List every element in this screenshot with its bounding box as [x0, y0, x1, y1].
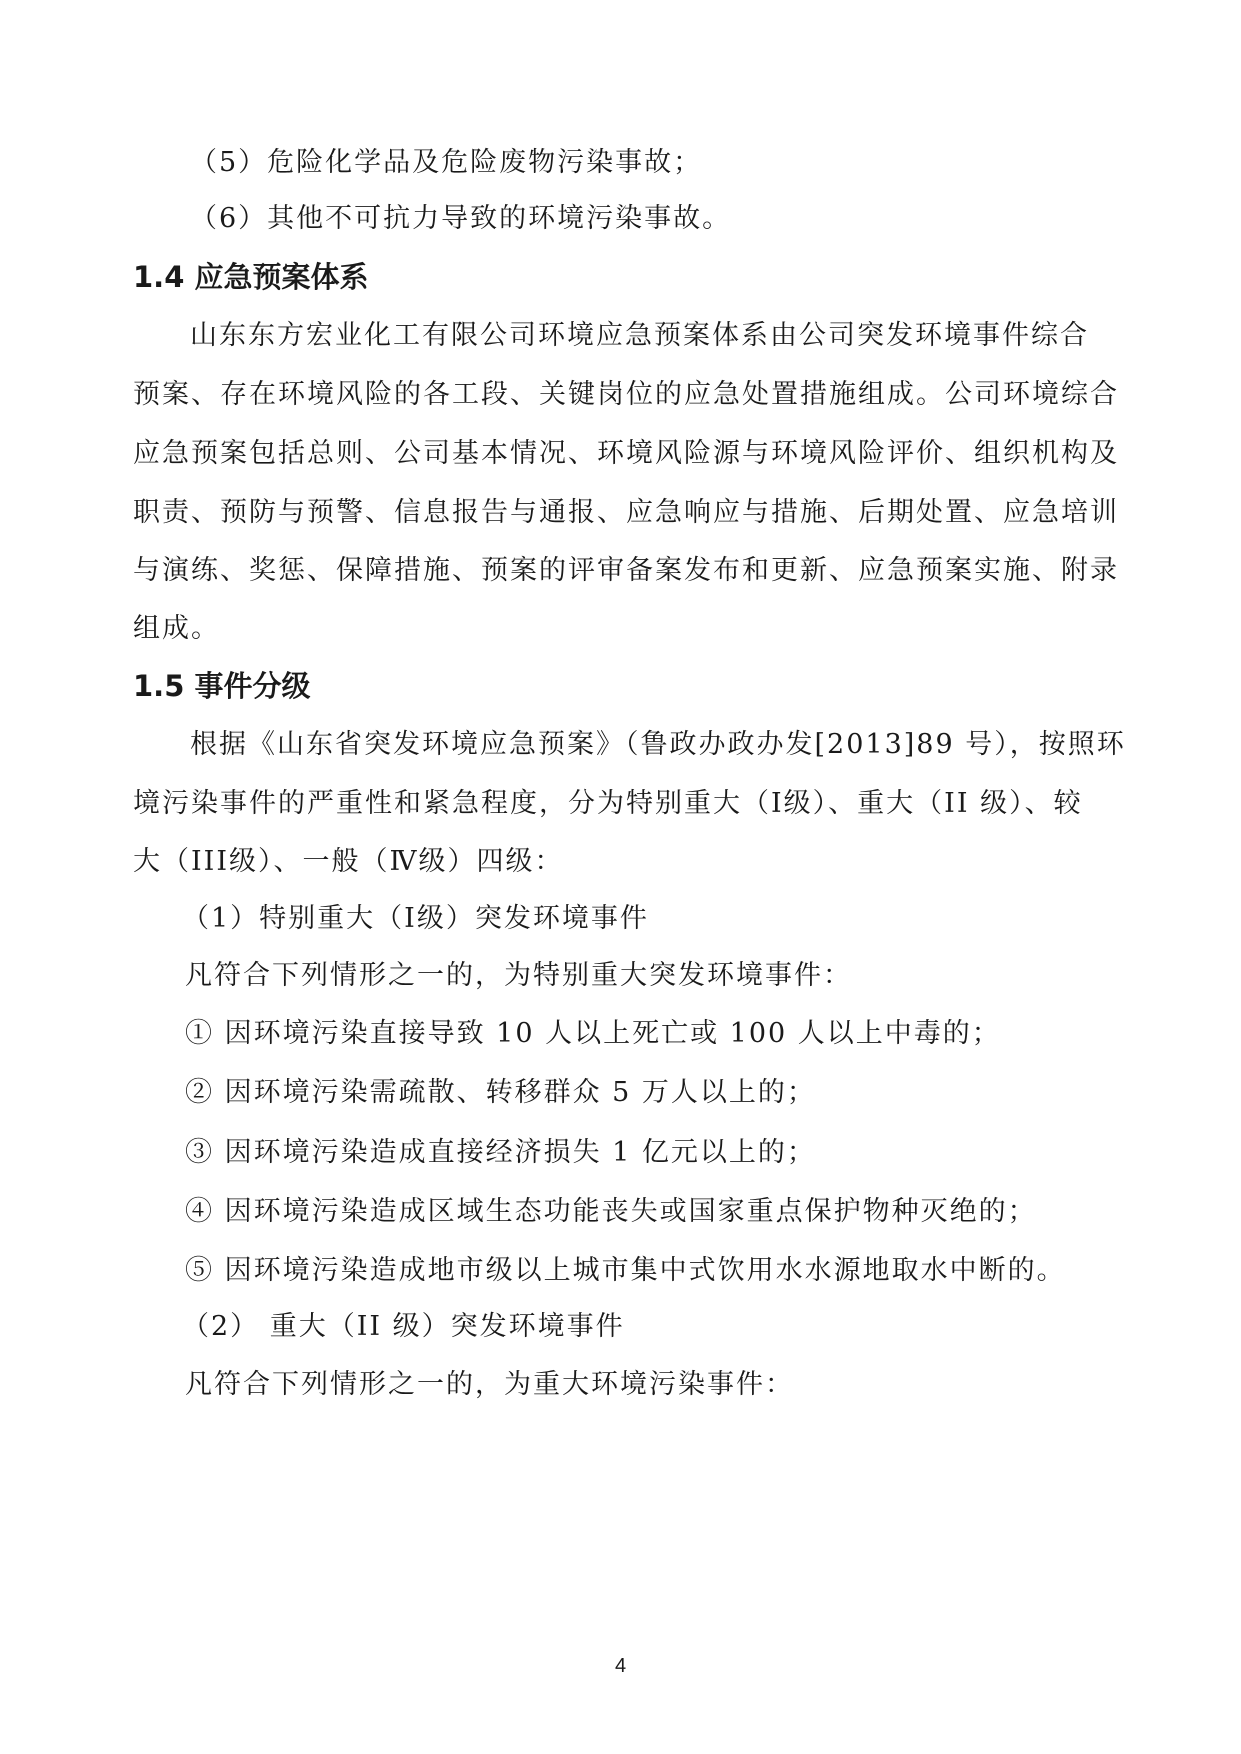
paragraph-line: 凡符合下列情形之一的，为重大环境污染事件：: [185, 1369, 794, 1400]
paragraph-line: 凡符合下列情形之一的，为特别重大突发环境事件：: [185, 960, 852, 991]
paragraph-line: 山东东方宏业化工有限公司环境应急预案体系由公司突发环境事件综合: [190, 320, 1089, 351]
list-item: （6）其他不可抗力导致的环境污染事故。: [190, 203, 732, 234]
paragraph-line: 职责、预防与预警、信息报告与通报、应急响应与措施、后期处置、应急培训: [133, 497, 1119, 528]
paragraph-line: 应急预案包括总则、公司基本情况、环境风险源与环境风险评价、组织机构及: [133, 438, 1119, 469]
list-item: ③ 因环境污染造成直接经济损失 1 亿元以上的；: [185, 1137, 816, 1168]
paragraph-line: 组成。: [133, 613, 220, 644]
paragraph-line: 预案、存在环境风险的各工段、关键岗位的应急处置措施组成。公司环境综合: [133, 379, 1119, 410]
list-item: ① 因环境污染直接导致 10 人以上死亡或 100 人以上中毒的；: [185, 1018, 1001, 1049]
paragraph-line: 大（III级）、一般（Ⅳ级）四级：: [133, 846, 564, 877]
list-item: （5）危险化学品及危险废物污染事故；: [190, 147, 703, 178]
list-item: ④ 因环境污染造成区域生态功能丧失或国家重点保护物种灭绝的；: [185, 1196, 1037, 1227]
subsection-title: （1）特别重大（Ⅰ级）突发环境事件: [182, 903, 649, 934]
page-number: 4: [614, 1655, 627, 1677]
section-heading: 1.4 应急预案体系: [133, 260, 369, 294]
section-heading: 1.5 事件分级: [133, 669, 311, 703]
paragraph-line: 与演练、奖惩、保障措施、预案的评审备案发布和更新、应急预案实施、附录: [133, 555, 1119, 586]
list-item: ② 因环境污染需疏散、转移群众 5 万人以上的；: [185, 1077, 816, 1108]
subsection-title: （2） 重大（II 级）突发环境事件: [182, 1311, 625, 1342]
paragraph-line: 境污染事件的严重性和紧急程度，分为特别重大（Ⅰ级）、重大（II 级）、较: [133, 788, 1083, 819]
paragraph-line: 根据《山东省突发环境应急预案》（鲁政办政办发[2013]89 号），按照环: [190, 729, 1126, 760]
list-item: ⑤ 因环境污染造成地市级以上城市集中式饮用水水源地取水中断的。: [185, 1255, 1066, 1286]
